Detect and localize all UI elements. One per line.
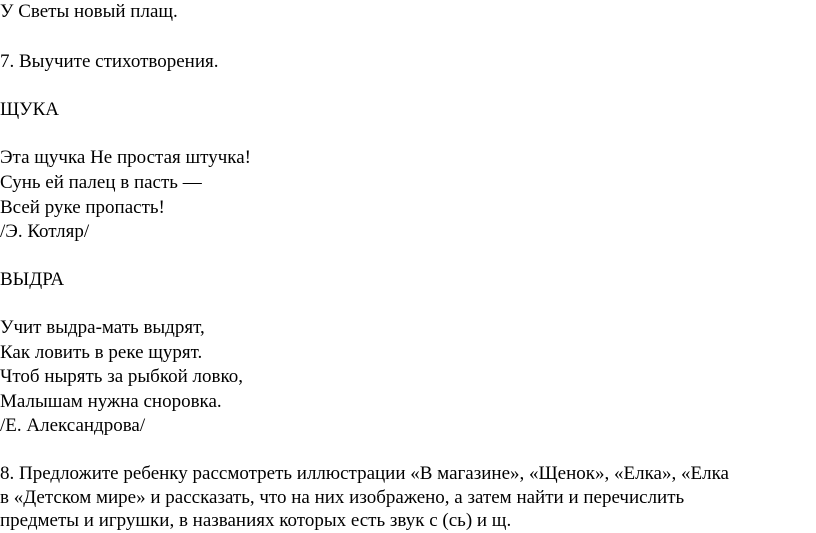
task7-heading: 7. Выучите стихотворения.: [0, 51, 219, 72]
task8-line: 8. Предложите ребенку рассмотреть иллюстрации «В магазине», «Щенок», «Елка», «Елка: [0, 463, 729, 484]
poem1-line: Сунь ей палец в пасть —: [0, 172, 202, 193]
poem2-line: Чтоб нырять за рыбкой ловко,: [0, 366, 243, 387]
poem1-title: ЩУКА: [0, 99, 60, 120]
task8-line: предметы и игрушки, в названиях которых есть звук с (сь) и щ.: [0, 510, 512, 531]
poem2-line: Как ловить в реке щурят.: [0, 342, 203, 363]
poem2-title: ВЫДРА: [0, 269, 65, 290]
poem1-author: /Э. Котляр/: [0, 221, 90, 242]
poem2-author: /Е. Александрова/: [0, 415, 146, 436]
poem2-line: Учит выдра-мать выдрят,: [0, 317, 205, 338]
intro-line: У Светы новый плащ.: [0, 1, 178, 22]
poem2-line: Малышам нужна сноровка.: [0, 391, 222, 412]
task8-line: в «Детском мире» и рассказать, что на них изображено, а затем найти и перечислить: [0, 487, 685, 508]
poem1-line: Эта щучка Не простая штучка!: [0, 147, 251, 168]
poem1-line: Всей руке пропасть!: [0, 197, 165, 218]
